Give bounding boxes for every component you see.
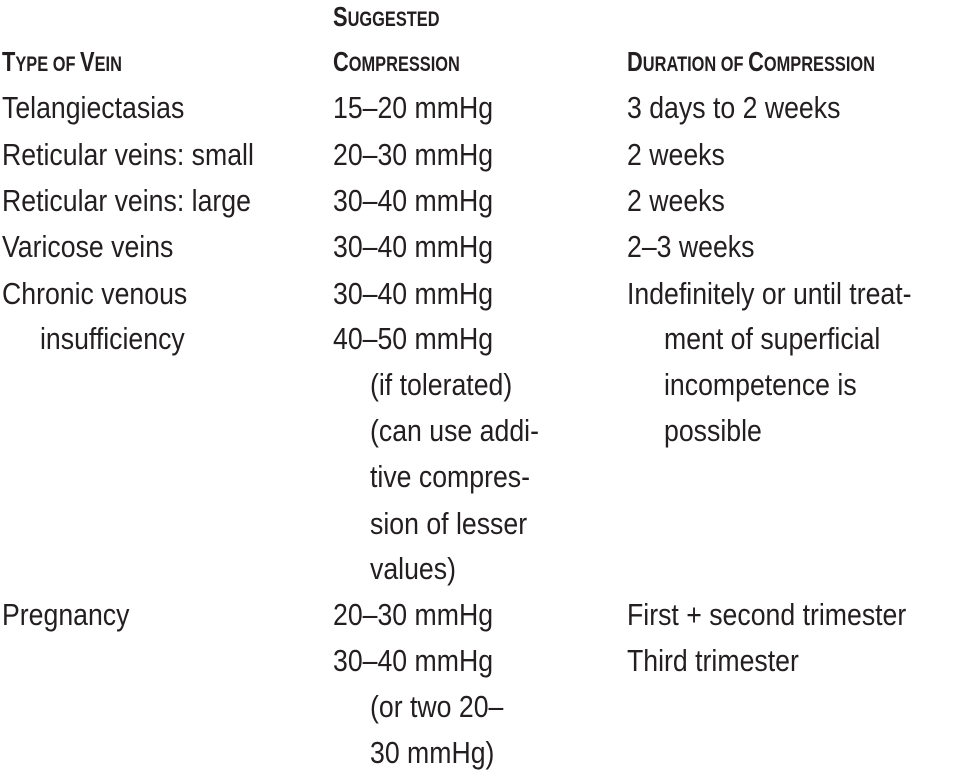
header-text: DURATION OF COMPRESSION xyxy=(627,46,875,77)
cell-compression: (if tolerated) xyxy=(370,367,513,402)
cell-duration: ment of superficial xyxy=(664,321,881,356)
cell-compression: tive compres- xyxy=(370,459,531,494)
cell-duration: 2–3 weeks xyxy=(627,229,755,264)
cell-type: insufficiency xyxy=(40,321,185,356)
cell-duration: 2 weeks xyxy=(627,183,725,218)
cell-duration: Third trimester xyxy=(627,643,799,678)
cell-duration: incompetence is xyxy=(664,367,857,402)
cell-type: Pregnancy xyxy=(2,597,130,632)
header-text: TYPE OF VEIN xyxy=(2,46,122,77)
header-type-of-vein xyxy=(2,48,122,81)
cell-compression: 20–30 mmHg xyxy=(333,597,494,632)
cell-compression: (or two 20– xyxy=(370,689,504,724)
cell-compression: 20–30 mmHg xyxy=(333,137,494,172)
cell-type: Reticular veins: large xyxy=(2,183,251,218)
cell-compression: 15–20 mmHg xyxy=(333,90,494,125)
header-compression xyxy=(333,48,460,81)
cell-compression: sion of lesser xyxy=(370,506,528,541)
cell-compression: 40–50 mmHg xyxy=(333,321,494,356)
cell-compression: values) xyxy=(370,551,456,586)
cell-compression: (can use addi- xyxy=(370,413,539,448)
header-text: COMPRESSION xyxy=(333,46,460,77)
cell-type: Reticular veins: small xyxy=(2,137,254,172)
cell-type: Varicose veins xyxy=(2,229,174,264)
cell-compression: 30 mmHg) xyxy=(370,735,495,770)
cell-duration: possible xyxy=(664,413,762,448)
cell-compression: 30–40 mmHg xyxy=(333,643,494,678)
header-suggested xyxy=(333,3,440,36)
header-duration-of-compression xyxy=(627,48,875,81)
cell-duration: First + second trimester xyxy=(627,597,907,632)
cell-duration: 2 weeks xyxy=(627,137,725,172)
header-text: SUGGESTED xyxy=(333,1,440,32)
cell-compression: 30–40 mmHg xyxy=(333,229,494,264)
cell-compression: 30–40 mmHg xyxy=(333,183,494,218)
cell-compression: 30–40 mmHg xyxy=(333,276,494,311)
cell-duration: 3 days to 2 weeks xyxy=(627,90,841,125)
cell-type: Chronic venous xyxy=(2,276,188,311)
cell-duration: Indefinitely or until treat- xyxy=(627,276,912,311)
cell-type: Telangiectasias xyxy=(2,90,185,125)
